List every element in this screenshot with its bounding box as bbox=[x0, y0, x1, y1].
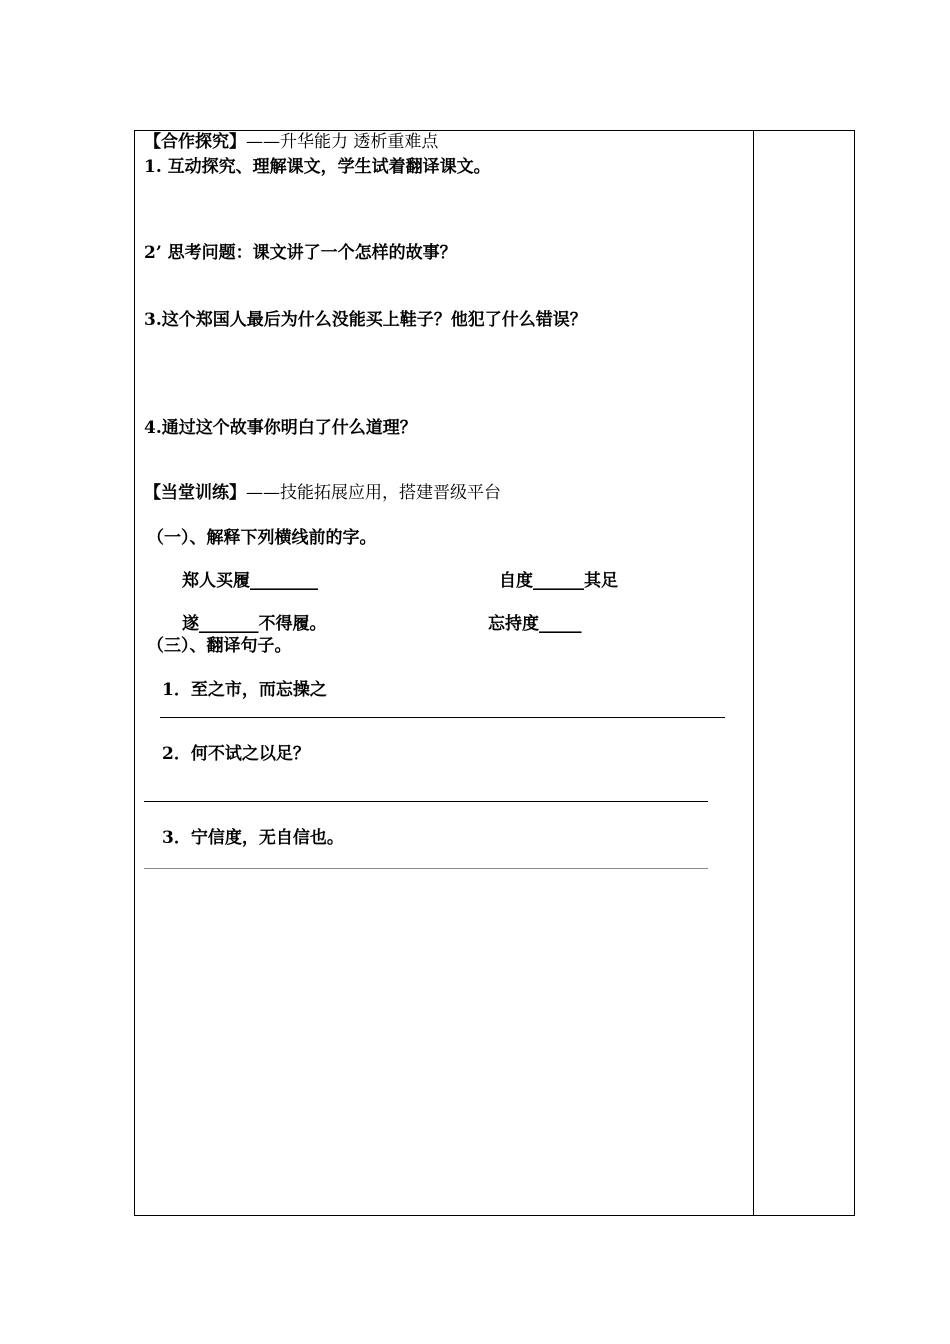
sentence-2: 2．何不试之以足？ bbox=[162, 744, 310, 764]
blank-item-2: 自度______其足 bbox=[499, 571, 618, 591]
heading-bold-label: 【合作探究】 bbox=[144, 132, 246, 152]
heading-bold-label: 【当堂训练】 bbox=[144, 483, 246, 503]
question-4: 4.通过这个故事你明白了什么道理？ bbox=[144, 418, 417, 438]
section-heading-in-class-practice bbox=[144, 483, 501, 503]
answer-line-3 bbox=[144, 868, 708, 869]
blank-item-1: 郑人买履________ bbox=[182, 571, 318, 591]
blank-item-4: 忘持度_____ bbox=[488, 614, 582, 634]
part-1-title: （一）、解释下列横线前的字。 bbox=[147, 528, 377, 548]
blank-item-3: 遂_______不得履。 bbox=[182, 614, 327, 634]
answer-line-1 bbox=[160, 717, 725, 718]
heading-subtitle: ——升华能力 透析重难点 bbox=[246, 132, 439, 152]
section-heading-cooperative-inquiry bbox=[144, 132, 438, 152]
heading-subtitle: ——技能拓展应用，搭建晋级平台 bbox=[246, 483, 501, 503]
question-2: 2’ 思考问题：课文讲了一个怎样的故事？ bbox=[144, 243, 457, 263]
sentence-1: 1．至之市，而忘操之 bbox=[162, 680, 327, 700]
answer-line-2 bbox=[144, 801, 708, 802]
question-1: 1. 互动探究、理解课文，学生试着翻译课文。 bbox=[144, 157, 491, 177]
sentence-3: 3．宁信度，无自信也。 bbox=[162, 828, 344, 848]
part-3-title: （三）、翻译句子。 bbox=[147, 636, 292, 656]
question-3: 3.这个郑国人最后为什么没能买上鞋子？他犯了什么错误？ bbox=[144, 310, 587, 330]
worksheet-table bbox=[134, 130, 855, 1216]
notes-column-divider bbox=[753, 130, 754, 1216]
